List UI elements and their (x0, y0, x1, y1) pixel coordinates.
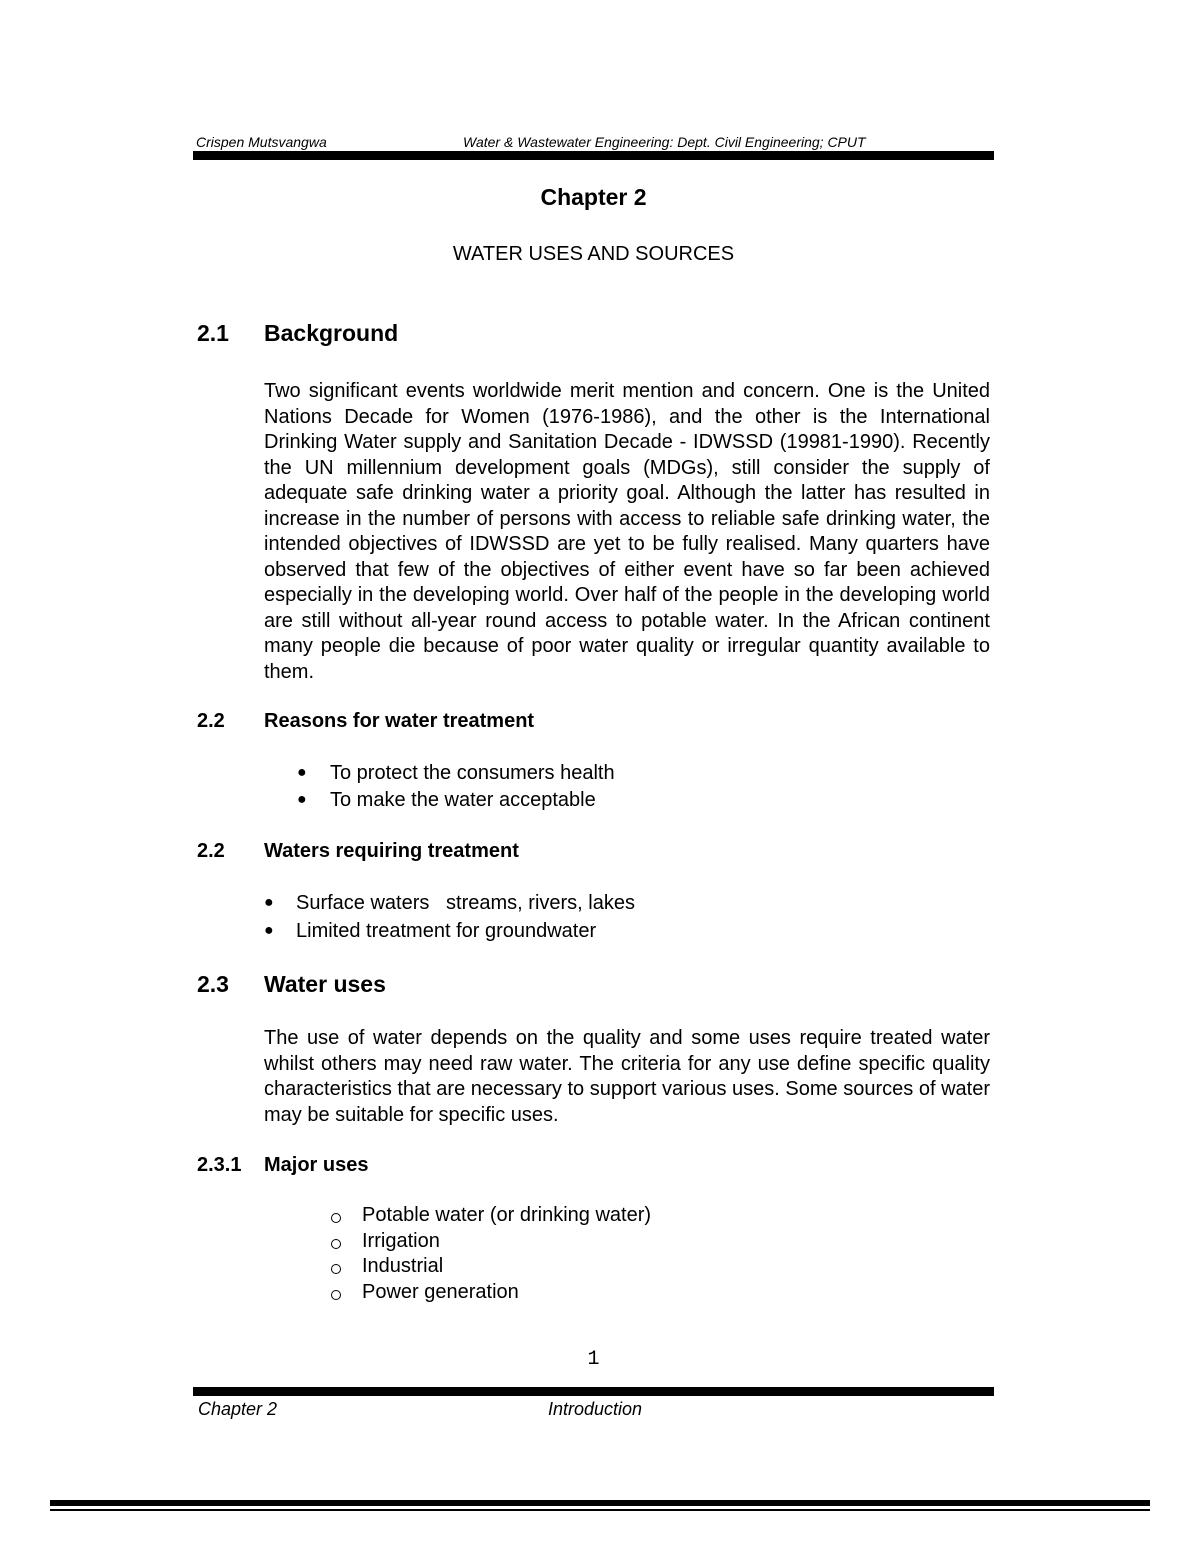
section-number-major: 2.3.1 (197, 1154, 242, 1176)
section-title-major: Major uses (264, 1154, 369, 1176)
list-item: To protect the consumers health (330, 762, 615, 784)
section-number-uses: 2.3 (197, 971, 229, 997)
header-course: Water & Wastewater Engineering: Dept. Civil Engineering; CPUT (463, 134, 866, 150)
circle-bullet-icon (331, 1290, 341, 1300)
list-item: Potable water (or drinking water) (362, 1204, 652, 1226)
list-item: Industrial (362, 1255, 444, 1277)
circle-bullet-icon (331, 1264, 341, 1274)
section-title-background: Background (264, 320, 399, 346)
page-number: 1 (587, 1348, 600, 1371)
section-title-requiring: Waters requiring treatment (264, 840, 519, 862)
circle-bullet-icon (331, 1239, 341, 1249)
header-author: Crispen Mutsvangwa (196, 134, 327, 150)
chapter-subtitle: WATER USES AND SOURCES (452, 243, 735, 265)
section-number-requiring: 2.2 (197, 840, 225, 862)
footer-rule (193, 1387, 994, 1396)
list-item: Surface waters streams, rivers, lakes (296, 892, 635, 914)
page-bottom-rule-thick (50, 1500, 1150, 1506)
list-item: Irrigation (362, 1230, 440, 1252)
background-paragraph: Two significant events worldwide merit mention and concern. One is the United Nations Decade for Women (1976-1986), and the other is the International Drinking Water supply and Sanitation Decade - IDWSSD (19981-1990). Recently the UN millennium development goals (MDGs), still consider the supply of adequate safe drinking water a priority goal. Although the latter has resulted in increase in the number of persons with access to reliable safe drinking water, the intended objectives of IDWSSD are yet to be fully realised. Many quarters have observed that few of the objectives of either event have so far been achieved especially in the developing world. Over half of the people in the developing world are still without all-year round access to potable water. In the African continent many people die because of poor water quality or irregular quantity available to them. (264, 380, 990, 683)
chapter-title: Chapter 2 (540, 184, 647, 210)
list-item: Limited treatment for groundwater (296, 920, 597, 942)
page-bottom-rule-thin (50, 1509, 1150, 1511)
list-item: To make the water acceptable (330, 789, 596, 811)
section-number-reasons: 2.2 (197, 710, 225, 732)
bullet-icon: ● (297, 764, 307, 781)
bullet-icon: ● (297, 791, 307, 808)
circle-bullet-icon (331, 1213, 341, 1223)
uses-paragraph: The use of water depends on the quality and some uses require treated water whilst others may need raw water. The criteria for any use define specific quality characteristics that are necessary to support various uses. Some sources of water may be suitable for specific uses. (264, 1027, 990, 1126)
bullet-icon: ● (264, 894, 274, 911)
header-rule (193, 151, 994, 160)
section-number-background: 2.1 (197, 320, 229, 346)
section-title-uses: Water uses (264, 971, 386, 997)
bullet-icon: ● (264, 922, 274, 939)
footer-section: Introduction (548, 1399, 643, 1419)
section-title-reasons: Reasons for water treatment (264, 710, 535, 732)
footer-chapter: Chapter 2 (198, 1399, 278, 1419)
list-item: Power generation (362, 1281, 519, 1303)
